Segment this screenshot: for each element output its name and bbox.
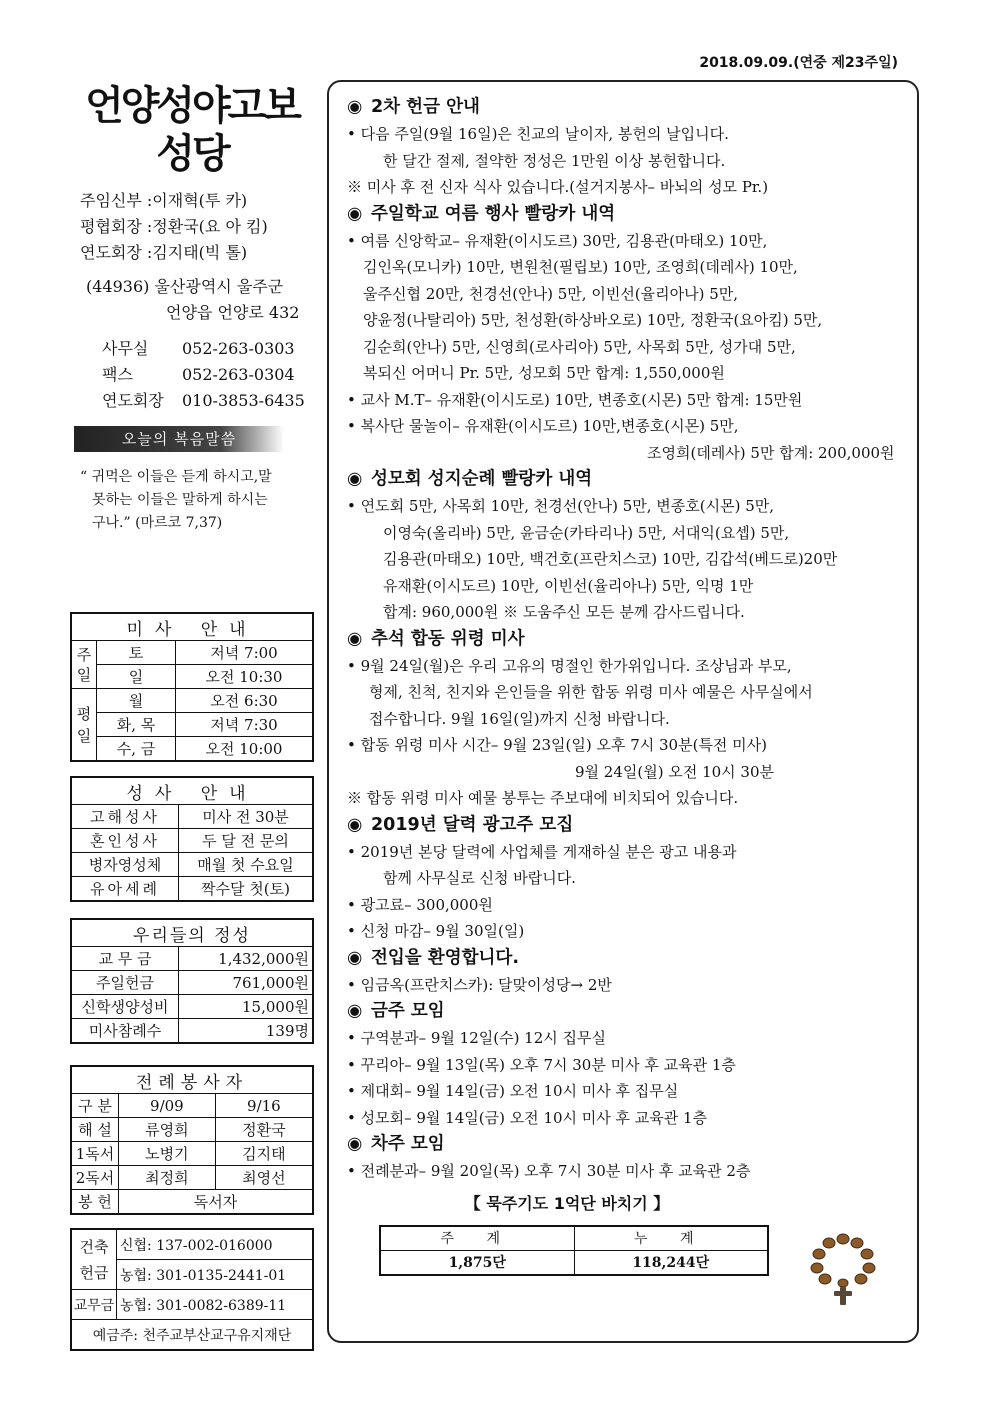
contact-label: 사무실 bbox=[102, 339, 149, 358]
table-row bbox=[71, 1019, 313, 1044]
server-role: 2독서 bbox=[71, 1166, 119, 1190]
table-row bbox=[71, 1142, 313, 1166]
announcement-line: • 9월 24일(월)은 우리 고유의 명절인 한가위입니다. 조상님과 부모, bbox=[347, 656, 792, 675]
offering-label: 주일헌금 bbox=[71, 971, 179, 995]
sacrament-name: 고해성사 bbox=[71, 805, 179, 829]
announcement-line: 9월 24일(월) 오전 10시 30분 bbox=[575, 762, 775, 781]
announcement-line: • 2019년 본당 달력에 사업체를 게재하실 분은 광고 내용과 bbox=[347, 842, 737, 861]
gospel-line: 못하는 이들은 말하게 하시는 bbox=[92, 492, 268, 508]
mass-day: 화, 목 bbox=[97, 713, 176, 737]
announcements-panel bbox=[327, 80, 919, 1343]
gospel-line: 구나.” (마르코 7,37) bbox=[92, 515, 223, 531]
mass-time: 오전 10:30 bbox=[176, 665, 314, 689]
server-name: 최정희 bbox=[119, 1166, 216, 1190]
announcement-sections bbox=[347, 94, 907, 1185]
announcement-line: 김용관(마태오) 10만, 백건호(프란치스코) 10만, 김갑석(베드로)20만 bbox=[383, 550, 838, 568]
section-title bbox=[347, 998, 907, 1025]
server-name: 독서자 bbox=[119, 1190, 314, 1215]
server-name: 최영선 bbox=[215, 1166, 313, 1190]
address-line-1: (44936) 울산광역시 울주군 bbox=[86, 277, 284, 296]
rosary-total-header: 누 계 bbox=[574, 1226, 768, 1251]
servers-col-header: 구 분 bbox=[71, 1094, 119, 1118]
mass-day: 수, 금 bbox=[97, 737, 176, 762]
announcement-line: 복되신 어머니 Pr. 5만, 성모회 5만 합계: 1,550,000원 bbox=[363, 364, 725, 382]
servers-table bbox=[70, 1065, 314, 1215]
mass-schedule-table bbox=[70, 612, 314, 762]
section-title bbox=[347, 201, 907, 228]
table-row bbox=[71, 1166, 313, 1190]
table-row bbox=[71, 1094, 313, 1118]
server-name: 노병기 bbox=[119, 1142, 216, 1166]
sacrament-info: 두 달 전 문의 bbox=[179, 829, 314, 853]
offering-amount: 761,000원 bbox=[179, 971, 314, 995]
announcement-line: • 연도회 5만, 사목회 10만, 천경선(안나) 5만, 변종호(시몬) 5만, bbox=[347, 497, 774, 515]
section-title-text: 차주 모임 bbox=[371, 1134, 445, 1154]
mass-group-sunday: 주일 bbox=[71, 641, 97, 689]
announcement-line: • 교사 M.T– 유재환(이시도로) 10만, 변종호(시몬) 5만 합계: 15만원 bbox=[347, 390, 803, 409]
offering-amount: 139명 bbox=[179, 1019, 314, 1044]
account-number: 농협: 301-0135-2441-01 bbox=[117, 1260, 314, 1290]
table-row bbox=[71, 641, 313, 665]
section-title-text: 성모회 성지순례 빨랑카 내역 bbox=[371, 469, 593, 489]
section-title-text: 추석 합동 위령 미사 bbox=[371, 628, 525, 649]
table-row bbox=[71, 1229, 313, 1260]
rosary-title: 【 묵주기도 1억단 바치기 】 bbox=[464, 1193, 670, 1213]
offering-label: 교 무 금 bbox=[71, 947, 179, 971]
section-title bbox=[347, 812, 907, 839]
table-row bbox=[71, 995, 313, 1019]
address-line-2: 언양읍 언양로 432 bbox=[166, 303, 300, 322]
section-marker-icon: ◉ bbox=[347, 1001, 363, 1021]
contact-value: 052-263-0303 bbox=[182, 339, 295, 358]
announcement-line: • 임금옥(프란치스카): 달맞이성당→ 2반 bbox=[347, 975, 612, 994]
announcement-line: • 여름 신앙학교– 유재환(이시도르) 30만, 김용관(마태오) 10만, bbox=[347, 231, 768, 250]
table-row bbox=[71, 1118, 313, 1142]
staff-council-president: 평협회장 :정환국(요 아 킴) bbox=[80, 217, 268, 236]
accounts-table bbox=[70, 1228, 314, 1351]
offerings-table bbox=[70, 918, 314, 1044]
staff-pastor: 주임신부 :이재혁(투 카) bbox=[80, 191, 248, 210]
announcement-line: 조영희(데레사) 5만 합계: 200,000원 bbox=[647, 443, 895, 462]
sacrament-info: 미사 전 30분 bbox=[179, 805, 314, 829]
table-row bbox=[71, 829, 313, 853]
contact-office bbox=[102, 336, 314, 362]
staff-list bbox=[70, 188, 314, 266]
table-row bbox=[71, 713, 313, 737]
section-marker-icon: ◉ bbox=[347, 97, 363, 117]
announcement-line: • 신청 마감– 9월 30일(일) bbox=[347, 922, 525, 940]
announcement-line: • 꾸리아– 9월 13일(목) 오후 7시 30분 미사 후 교육관 1층 bbox=[347, 1055, 736, 1074]
server-name: 정환국 bbox=[215, 1118, 313, 1142]
section-marker-icon: ◉ bbox=[347, 1134, 363, 1154]
table-row bbox=[71, 1190, 313, 1215]
contact-yeondo bbox=[102, 388, 314, 414]
address bbox=[70, 274, 314, 326]
section-title-text: 전입을 환영합니다. bbox=[371, 947, 519, 968]
server-role: 봉 헌 bbox=[71, 1190, 119, 1215]
sacrament-info: 매월 첫 수요일 bbox=[179, 853, 314, 877]
contact-label: 연도회장 bbox=[102, 391, 164, 410]
section-marker-icon: ◉ bbox=[347, 628, 363, 649]
announcement-line: • 전례분과– 9월 20일(목) 오후 7시 30분 미사 후 교육관 2층 bbox=[347, 1162, 751, 1180]
announcement-line: 접수합니다. 9월 16일(일)까지 신청 바랍니다. bbox=[369, 709, 670, 728]
servers-col-header: 9/09 bbox=[119, 1094, 216, 1118]
mass-time: 저녁 7:00 bbox=[176, 641, 314, 665]
mass-time: 오전 10:00 bbox=[176, 737, 314, 762]
section-marker-icon: ◉ bbox=[347, 469, 363, 489]
rosary-weekly-value: 1,875단 bbox=[380, 1250, 574, 1275]
section-title-text: 2차 헌금 안내 bbox=[371, 97, 480, 117]
table-row bbox=[71, 947, 313, 971]
announcement-line: 함께 사무실로 신청 바랍니다. bbox=[383, 869, 576, 887]
announcement-line: 이영숙(올리바) 5만, 윤금순(카타리나) 5만, 서대익(요셉) 5만, bbox=[383, 523, 790, 542]
offering-amount: 1,432,000원 bbox=[179, 947, 314, 971]
rosary-icon bbox=[803, 1227, 883, 1307]
mass-schedule-header: 미사 안내 bbox=[71, 613, 313, 641]
mass-time: 오전 6:30 bbox=[176, 689, 314, 713]
announcement-line: • 복사단 물놀이– 유재환(이시도르) 10만,변종호(시몬) 5만, bbox=[347, 417, 739, 435]
table-row bbox=[380, 1250, 768, 1275]
announcement-line: • 성모회– 9월 14일(금) 오전 10시 미사 후 교육관 1층 bbox=[347, 1108, 708, 1127]
server-role: 1독서 bbox=[71, 1142, 119, 1166]
mass-group-weekday: 평일 bbox=[71, 689, 97, 762]
announcement-line: ※ 합동 위령 미사 예물 봉투는 주보대에 비치되어 있습니다. bbox=[347, 789, 739, 807]
announcement-line: 김인옥(모니카) 10만, 변원천(필립보) 10만, 조영희(데레사) 10만, bbox=[363, 258, 798, 276]
sacraments-table bbox=[70, 776, 314, 902]
announcement-line: 유재환(이시도르) 10만, 이빈선(율리아나) 5만, 익명 1만 bbox=[383, 576, 754, 595]
table-row bbox=[71, 737, 313, 762]
announcement-line: • 광고료– 300,000원 bbox=[347, 895, 493, 914]
server-name: 류영희 bbox=[119, 1118, 216, 1142]
sacrament-name: 혼인성사 bbox=[71, 829, 179, 853]
offerings-header: 우리들의 정성 bbox=[71, 919, 313, 947]
servers-col-header: 9/16 bbox=[215, 1094, 313, 1118]
section-title-text: 주일학교 여름 행사 빨랑카 내역 bbox=[371, 203, 616, 224]
section-marker-icon: ◉ bbox=[347, 814, 363, 835]
table-row bbox=[71, 853, 313, 877]
parish-title bbox=[70, 82, 314, 178]
sacrament-info: 짝수달 첫(토) bbox=[179, 877, 314, 902]
rosary-table bbox=[379, 1225, 769, 1276]
announcement-line: • 구역분과– 9월 12일(수) 12시 집무실 bbox=[347, 1029, 607, 1047]
offering-label: 신학생양성비 bbox=[71, 995, 179, 1019]
table-row bbox=[71, 1290, 313, 1320]
sacrament-name: 병자영성체 bbox=[71, 853, 179, 877]
announcement-line: 김순희(안나) 5만, 신영희(로사리아) 5만, 사목회 5만, 성가대 5만, bbox=[363, 337, 796, 356]
gospel-heading: 오늘의 복음말씀 bbox=[74, 426, 284, 452]
section-title bbox=[347, 466, 907, 493]
account-number: 농협: 301-0082-6389-11 bbox=[117, 1290, 314, 1320]
staff-yeondo-president: 연도회장 :김지태(빅 톨) bbox=[80, 243, 248, 262]
rosary-total-value: 118,244단 bbox=[574, 1250, 768, 1275]
section-marker-icon: ◉ bbox=[347, 203, 363, 224]
building-fund-label: 건축헌금 bbox=[71, 1229, 117, 1290]
mass-time: 저녁 7:30 bbox=[176, 713, 314, 737]
section-title-text: 금주 모임 bbox=[371, 1001, 445, 1021]
gospel-quote bbox=[70, 466, 314, 535]
section-title bbox=[347, 626, 907, 653]
contact-label: 팩스 bbox=[102, 365, 133, 384]
contact-value: 010-3853-6435 bbox=[182, 391, 305, 410]
rosary-weekly-header: 주 계 bbox=[380, 1226, 574, 1251]
section-marker-icon: ◉ bbox=[347, 947, 363, 968]
contact-value: 052-263-0304 bbox=[182, 365, 295, 384]
server-name: 김지태 bbox=[215, 1142, 313, 1166]
table-row bbox=[71, 689, 313, 713]
tithe-label: 교무금 bbox=[71, 1290, 117, 1320]
contact-fax bbox=[102, 362, 314, 388]
announcement-line: ※ 미사 후 전 신자 식사 있습니다.(설거지봉사– 바뇌의 성모 Pr.) bbox=[347, 178, 769, 196]
section-title bbox=[347, 94, 907, 121]
offering-label: 미사참례수 bbox=[71, 1019, 179, 1044]
parish-name: 언양성야고보 bbox=[85, 83, 299, 129]
servers-header: 전례봉사자 bbox=[71, 1066, 313, 1094]
sacrament-name: 유아세례 bbox=[71, 877, 179, 902]
announcement-line: 울주신협 20만, 천경선(안나) 5만, 이빈선(율리아나) 5만, bbox=[363, 284, 739, 303]
offering-amount: 15,000원 bbox=[179, 995, 314, 1019]
announcement-line: • 제대회– 9월 14일(금) 오전 10시 미사 후 집무실 bbox=[347, 1082, 679, 1100]
table-row bbox=[71, 1320, 313, 1351]
mass-day: 월 bbox=[97, 689, 176, 713]
announcement-line: 형제, 친척, 친지와 은인들을 위한 합동 위령 미사 예물은 사무실에서 bbox=[369, 683, 813, 701]
gospel-line: “ 귀먹은 이들은 듣게 하시고,말 bbox=[80, 469, 272, 485]
section-title bbox=[347, 1131, 907, 1158]
announcement-line: 합계: 960,000원 ※ 도움주신 모든 분께 감사드립니다. bbox=[383, 603, 745, 621]
section-title-text: 2019년 달력 광고주 모집 bbox=[371, 814, 574, 835]
announcement-line: • 합동 위령 미사 시간– 9월 23일(일) 오후 7시 30분(특전 미사) bbox=[347, 736, 768, 754]
sacraments-header: 성사 안내 bbox=[71, 777, 313, 805]
server-role: 해 설 bbox=[71, 1118, 119, 1142]
table-row bbox=[71, 877, 313, 902]
announcement-line: 한 달간 절제, 절약한 정성은 1만원 이상 봉헌합니다. bbox=[383, 151, 726, 170]
section-title bbox=[347, 945, 907, 972]
account-holder: 예금주: 천주교부산교구유지재단 bbox=[71, 1320, 313, 1351]
table-row bbox=[71, 805, 313, 829]
bulletin-date: 2018.09.09.(연중 제23주일) bbox=[699, 55, 898, 71]
table-row bbox=[71, 665, 313, 689]
announcement-line: • 다음 주일(9월 16일)은 친교의 날이자, 봉헌의 날입니다. bbox=[347, 125, 729, 143]
left-column bbox=[70, 80, 314, 535]
table-row bbox=[71, 971, 313, 995]
announcement-line: 양윤정(나탈리아) 5만, 천성환(하상바오로) 10만, 정환국(요아킴) 5만, bbox=[363, 311, 823, 329]
account-number: 신협: 137-002-016000 bbox=[117, 1229, 314, 1260]
parish-suffix: 성당 bbox=[156, 131, 228, 177]
mass-day: 일 bbox=[97, 665, 176, 689]
contacts bbox=[70, 336, 314, 414]
mass-day: 토 bbox=[97, 641, 176, 665]
table-row bbox=[380, 1226, 768, 1251]
